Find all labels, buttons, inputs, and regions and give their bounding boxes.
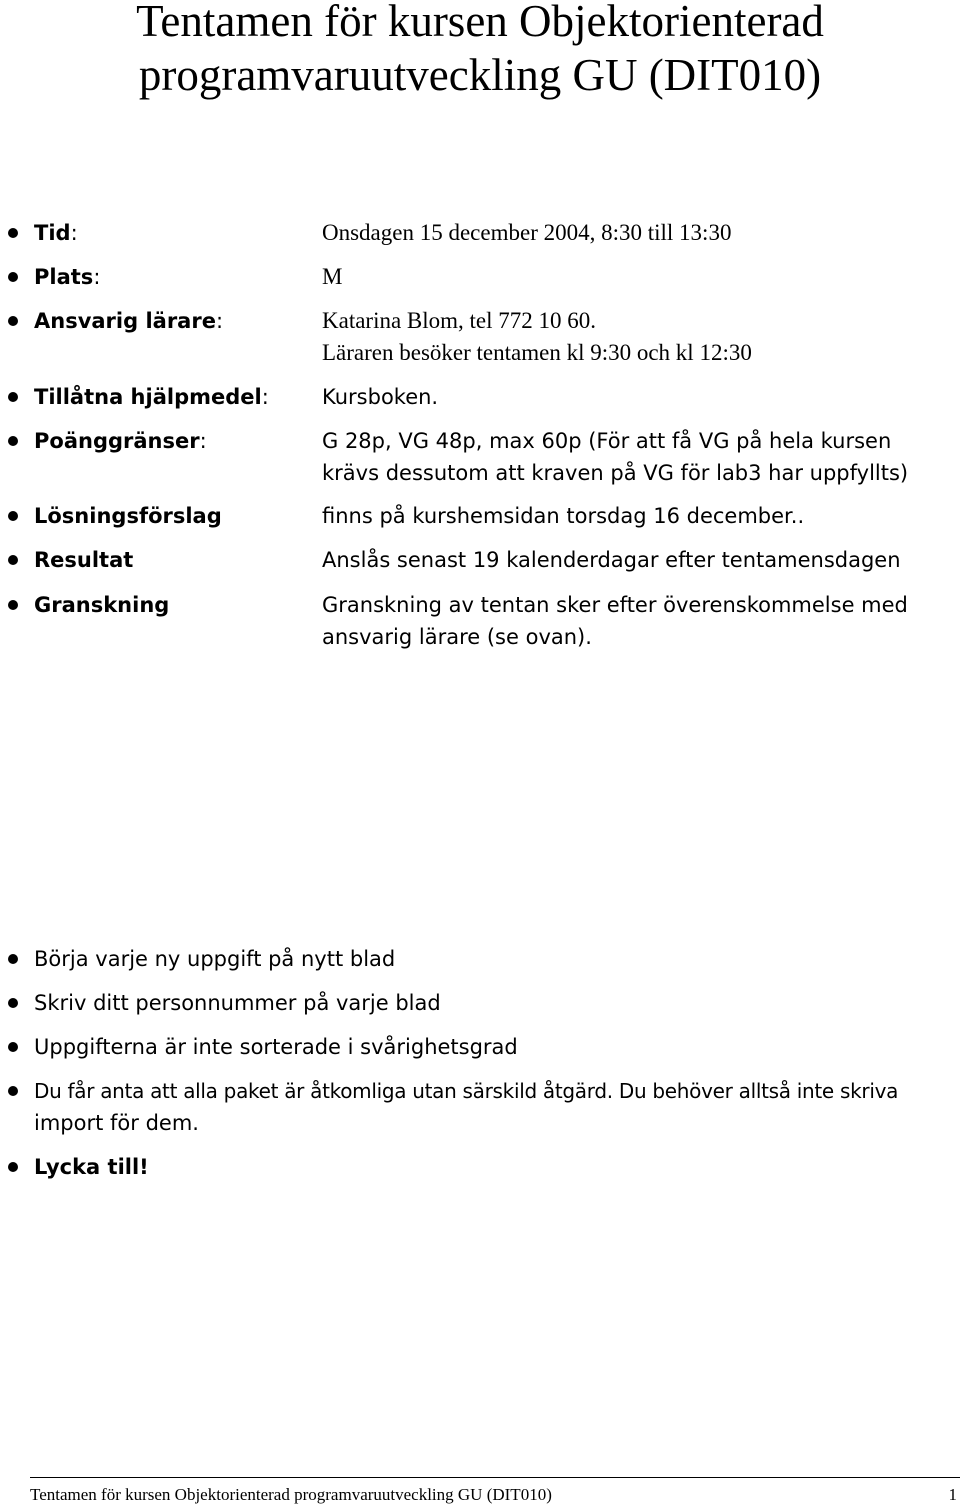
info-value: finns på kurshemsidan torsdag 16 december..	[322, 504, 805, 528]
bullet-icon	[8, 1042, 18, 1052]
info-value: Kursboken.	[322, 385, 439, 409]
info-value: Katarina Blom, tel 772 10 60. Läraren besöker tentamen kl 9:30 och kl 12:30	[322, 308, 752, 365]
rule-text: Uppgifterna är inte sorterade i svårighetsgrad	[34, 1035, 518, 1059]
info-value: Anslås senast 19 kalenderdagar efter tentamensdagen	[322, 548, 901, 572]
bullet-icon	[8, 436, 18, 446]
footer-title: Tentamen för kursen Objektorienterad programvaruutveckling GU (DIT010)	[30, 1485, 552, 1504]
info-value: Onsdagen 15 december 2004, 8:30 till 13:30	[322, 220, 732, 245]
title-line-1: Tentamen för kursen Objektorienterad	[136, 0, 824, 46]
page-number: 1	[948, 1485, 957, 1504]
bullet-icon	[8, 1162, 18, 1172]
bullet-icon	[8, 316, 18, 326]
bullet-icon	[8, 998, 18, 1008]
info-label: Granskning	[34, 593, 170, 617]
bullet-icon	[8, 392, 18, 402]
info-label: Lösningsförslag	[34, 504, 222, 528]
bullet-icon	[8, 555, 18, 565]
rule-text: Du får anta att alla paket är åtkomliga utan särskild åtgärd. Du behöver alltså inte skriva import för dem.	[34, 1079, 899, 1135]
bullet-icon	[8, 600, 18, 610]
info-value: Granskning av tentan sker efter överenskommelse med ansvarig lärare (se ovan).	[322, 593, 908, 649]
bullet-icon	[8, 228, 18, 238]
info-label: Poänggränser:	[34, 429, 207, 453]
page-title	[0, 0, 960, 102]
bullet-icon	[8, 272, 18, 282]
footer-divider	[30, 1477, 960, 1478]
rule-text: Skriv ditt personnummer på varje blad	[34, 991, 441, 1015]
rule-text: Börja varje ny uppgift på nytt blad	[34, 947, 396, 971]
bullet-icon	[8, 954, 18, 964]
info-label: Tid:	[34, 221, 78, 245]
info-label: Tillåtna hjälpmedel:	[34, 385, 269, 409]
info-label: Ansvarig lärare:	[34, 309, 224, 333]
title-line-2: programvaruutveckling GU (DIT010)	[138, 50, 822, 100]
info-value: M	[322, 264, 343, 289]
info-value: G 28p, VG 48p, max 60p (För att få VG på hela kursen krävs dessutom att kraven på VG för lab3 har uppfyllts)	[322, 429, 909, 485]
info-label: Plats:	[34, 265, 101, 289]
info-label: Resultat	[34, 548, 134, 572]
rule-text: Lycka till!	[34, 1155, 149, 1179]
bullet-icon	[8, 1086, 18, 1096]
bullet-icon	[8, 511, 18, 521]
